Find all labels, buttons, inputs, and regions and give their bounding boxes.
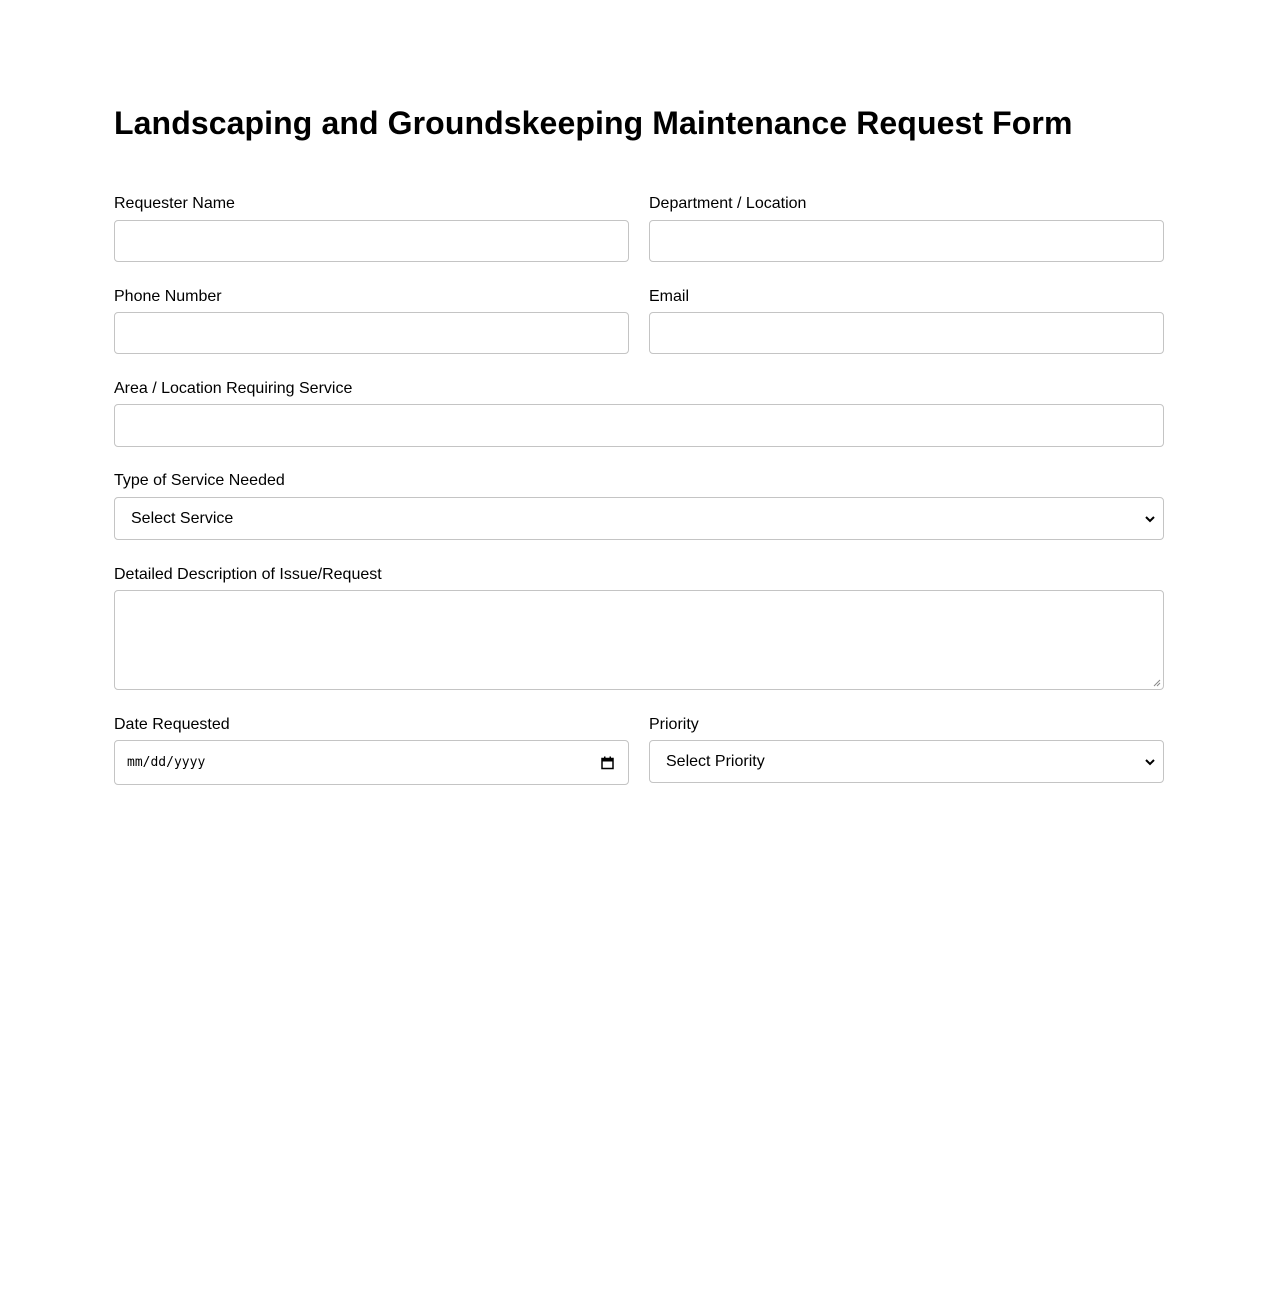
requester-name-input[interactable] bbox=[114, 220, 629, 262]
date-requested-group bbox=[114, 716, 629, 785]
email-input[interactable] bbox=[649, 312, 1164, 354]
priority-label: Priority bbox=[649, 716, 699, 733]
phone-group bbox=[114, 288, 629, 354]
phone-label: Phone Number bbox=[114, 288, 222, 305]
date-placeholder: mm/dd/yyyy bbox=[127, 755, 206, 770]
area-group bbox=[114, 380, 1164, 447]
requester-name-label: Requester Name bbox=[114, 195, 235, 212]
area-label: Area / Location Requiring Service bbox=[114, 380, 353, 397]
priority-selected: Select Priority bbox=[666, 752, 765, 770]
service-type-label: Type of Service Needed bbox=[114, 472, 285, 489]
date-requested-input[interactable] bbox=[114, 740, 629, 785]
description-group bbox=[114, 566, 1164, 690]
department-label: Department / Location bbox=[649, 195, 807, 212]
email-label: Email bbox=[649, 288, 690, 305]
service-type-select[interactable] bbox=[114, 497, 1164, 540]
chevron-down-icon bbox=[1145, 515, 1155, 523]
resize-handle-icon[interactable] bbox=[1153, 679, 1161, 687]
phone-input[interactable] bbox=[114, 312, 629, 354]
email-group bbox=[649, 288, 1164, 354]
service-type-group bbox=[114, 472, 1164, 540]
date-requested-label: Date Requested bbox=[114, 716, 230, 733]
priority-select[interactable] bbox=[649, 740, 1164, 783]
description-textarea[interactable] bbox=[114, 590, 1164, 690]
chevron-down-icon bbox=[1145, 758, 1155, 766]
service-type-selected: Select Service bbox=[131, 509, 234, 527]
priority-group bbox=[649, 716, 1164, 783]
area-input[interactable] bbox=[114, 404, 1164, 447]
calendar-icon[interactable] bbox=[601, 756, 614, 769]
page-title: Landscaping and Groundskeeping Maintenance Request Form bbox=[114, 105, 1073, 141]
department-input[interactable] bbox=[649, 220, 1164, 262]
description-label: Detailed Description of Issue/Request bbox=[114, 566, 382, 583]
requester-name-group bbox=[114, 195, 629, 262]
department-group bbox=[649, 195, 1164, 262]
